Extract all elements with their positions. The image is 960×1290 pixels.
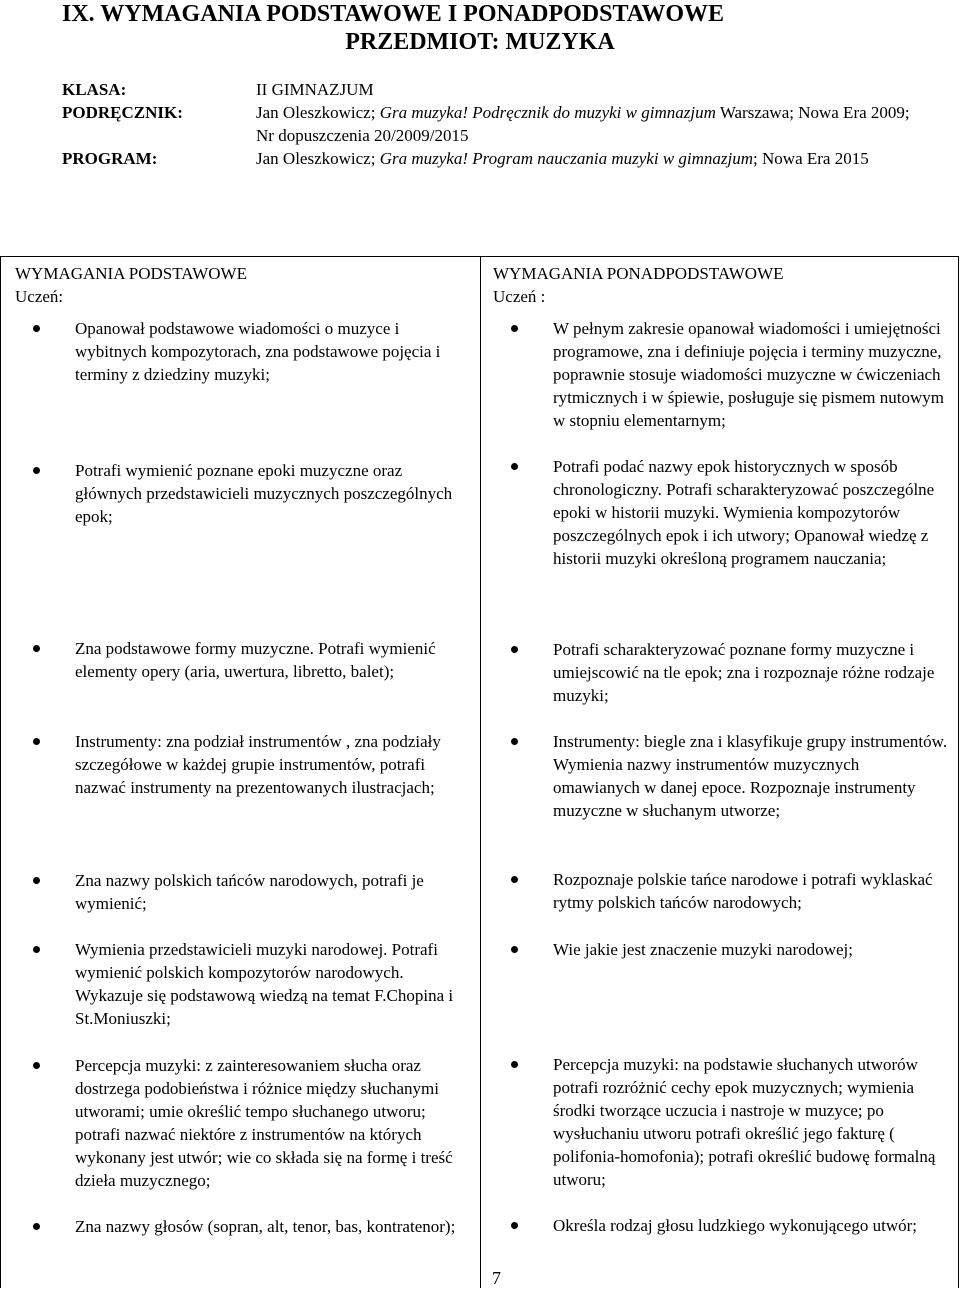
extended-item: W pełnym zakresie opanował wiadomości i umiejętności programowe, zna i definiuje pojęcia i terminy muzyczne, poprawnie stosuje wiadomości muzyczne w ćwiczeniach rytmicznych i w śpiewie, posługuje się pismem nutowym w stopniu elementarnym; [493,317,948,432]
program-details: ; Nowa Era 2015 [753,149,869,168]
basic-item: Percepcja muzyki: z zainteresowaniem słucha oraz dostrzega podobieństwa i różnice między słuchanymi utworami; umie określić tempo słuchanego utworu; potrafi nazwać niektóre z instrumentów na których wykonany jest utwór; wie co składa się na formę i treść dzieła muzycznego; [15,1054,470,1192]
basic-heading: WYMAGANIA PODSTAWOWE [15,264,247,283]
bullet-icon [511,463,518,470]
basic-item: Zna nazwy polskich tańców narodowych, potrafi je wymienić; [15,869,470,915]
bullet-icon [33,467,40,474]
basic-item: Wymienia przedstawicieli muzyki narodowej. Potrafi wymienić polskich kompozytorów narodowych. Wykazuje się podstawową wiedzą na temat F.Chopina i St.Moniuszki; [15,938,470,1030]
extended-item: Rozpoznaje polskie tańce narodowe i potrafi wyklaskać rytmy polskich tańców narodowych; [493,868,948,914]
podrecznik-title: Gra muzyka! Podręcznik do muzyki w gimnazjum [379,103,716,122]
extended-heading: WYMAGANIA PONADPODSTAWOWE [493,264,784,283]
bullet-icon [33,325,40,332]
klasa-row [62,78,922,101]
podrecznik-label: PODRĘCZNIK: [62,103,183,122]
bullet-icon [33,877,40,884]
bullet-icon [33,946,40,953]
bullet-icon [511,1222,518,1229]
extended-item: Wie jakie jest znaczenie muzyki narodowej; [493,938,948,961]
podrecznik-details: Warszawa; Nowa Era 2009; Nr dopuszczenia 20/2009/2015 [256,103,910,145]
bullet-icon [33,738,40,745]
program-label: PROGRAM: [62,149,158,168]
basic-subheading: Uczeń: [15,287,64,306]
basic-item: Instrumenty: zna podział instrumentów , zna podziały szczegółowe w każdej grupie instrumentów, potrafi nazwać instrumenty na prezentowanych ilustracjach; [15,730,470,799]
basic-requirements-column [15,262,470,1236]
program-value [256,147,922,170]
program-author: Jan Oleszkowicz; [256,149,380,168]
requirements-table [0,256,959,1288]
podrecznik-value [256,101,922,147]
program-row [62,147,922,170]
extended-item: Potrafi scharakteryzować poznane formy muzyczne i umiejscowić na tle epok; zna i rozpoznaje różne rodzaje muzyki; [493,638,948,707]
klasa-label: KLASA: [62,80,127,99]
document-title [62,0,898,56]
extended-item: Instrumenty: biegle zna i klasyfikuje grupy instrumentów. Wymienia nazwy instrumentów muzycznych omawianych w danej epoce. Rozpoznaje instrumenty muzyczne w słuchanym utworze; [493,730,948,822]
basic-item: Opanował podstawowe wiadomości o muzyce i wybitnych kompozytorach, zna podstawowe pojęcia i terminy z dziedziny muzyki; [15,317,470,386]
extended-item: Określa rodzaj głosu ludzkiego wykonującego utwór; [493,1214,948,1237]
basic-item: Zna nazwy głosów (sopran, alt, tenor, bas, kontratenor); [15,1215,470,1238]
title-line-1: IX. WYMAGANIA PODSTAWOWE I PONADPODSTAWOWE [62,1,725,27]
course-info [62,78,922,170]
basic-item: Zna podstawowe formy muzyczne. Potrafi wymienić elementy opery (aria, uwertura, libretto, balet); [15,637,470,683]
extended-item: Potrafi podać nazwy epok historycznych w sposób chronologiczny. Potrafi scharakteryzować poszczególne epoki w historii muzyki. Wymienia kompozytorów poszczególnych epok i ich utwory; Opanował wiedzę z historii muzyki określoną programem nauczania; [493,455,948,570]
podrecznik-author: Jan Oleszkowicz; [256,103,380,122]
bullet-icon [511,646,518,653]
column-divider [480,257,481,1288]
bullet-icon [511,1061,518,1068]
bullet-icon [33,645,40,652]
basic-item: Potrafi wymienić poznane epoki muzyczne oraz głównych przedstawicieli muzycznych poszczególnych epok; [15,459,470,528]
page-number: 7 [492,1268,501,1288]
bullet-icon [33,1223,40,1230]
bullet-icon [511,738,518,745]
extended-item: Percepcja muzyki: na podstawie słuchanych utworów potrafi rozróżnić cechy epok muzycznych; wymienia środki tworzące uczucia i nastroje w muzyce; po wysłuchaniu utworu potrafi określić jego fakturę ( polifonia-homofonia); potrafi określić budowę formalną utworu; [493,1053,948,1191]
extended-subheading: Uczeń : [493,287,546,306]
bullet-icon [511,946,518,953]
program-title: Gra muzyka! Program nauczania muzyki w gimnazjum [379,149,754,168]
bullet-icon [511,876,518,883]
bullet-icon [33,1062,40,1069]
klasa-value: II GIMNAZJUM [256,80,374,99]
podrecznik-row [62,101,922,147]
bullet-icon [511,325,518,332]
extended-requirements-column [493,262,948,1235]
title-line-2: PRZEDMIOT: MUZYKA [345,29,615,55]
